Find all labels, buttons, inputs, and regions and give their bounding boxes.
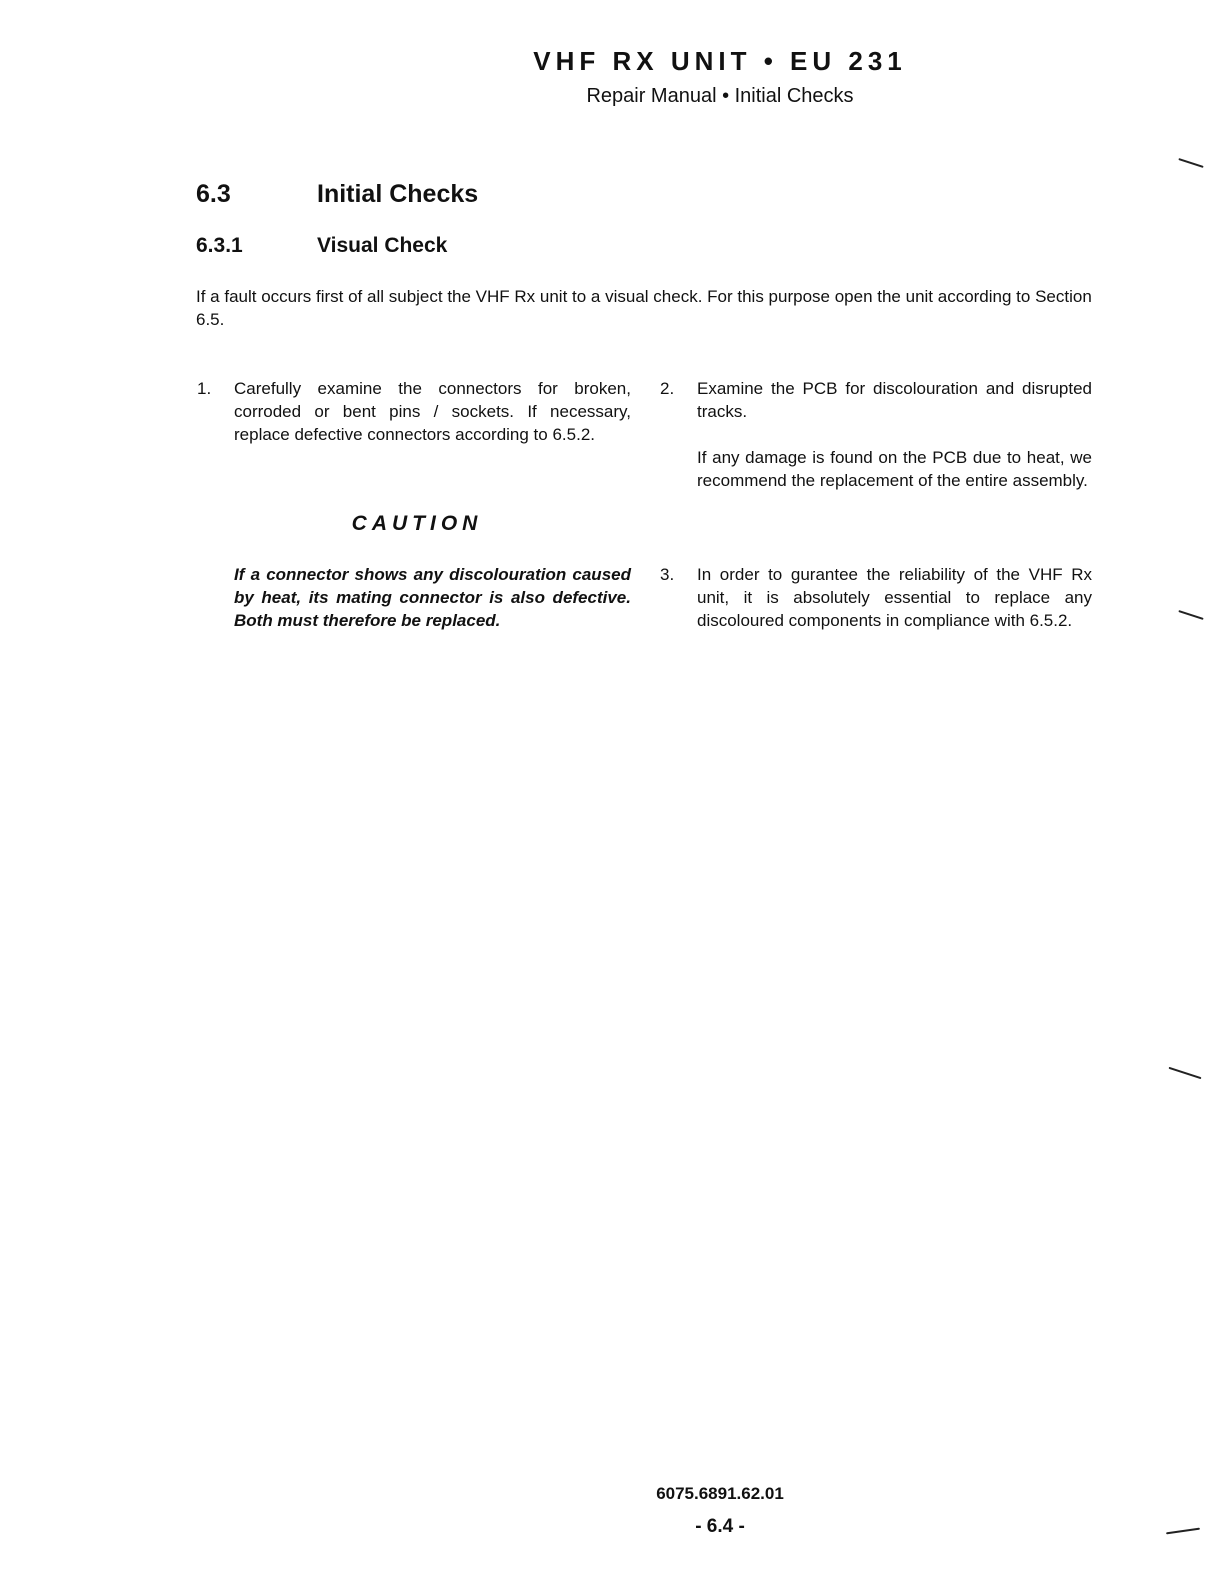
document-title: VHF RX UNIT • EU 231: [533, 46, 907, 76]
scan-edge-mark: [1169, 1067, 1202, 1079]
scan-edge-mark: [1178, 158, 1203, 168]
list-item-number: 2.: [660, 379, 675, 398]
document-number: 6075.6891.62.01: [656, 1484, 784, 1503]
document-subtitle: Repair Manual • Initial Checks: [586, 85, 854, 107]
list-item-number: 3.: [660, 565, 675, 584]
list-item-text: Examine the PCB for discolouration and disrupted tracks.: [697, 379, 1092, 421]
subsection-number: 6.3.1: [196, 234, 243, 257]
list-item-number: 1.: [197, 379, 212, 398]
intro-paragraph: If a fault occurs first of all subject the VHF Rx unit to a visual check. For this purpose open the unit according to Section 6.5.: [196, 287, 1092, 329]
section-title: Initial Checks: [317, 180, 479, 208]
list-item-text: In order to gurantee the reliability of the VHF Rx unit, it is absolutely essential to replace any discoloured components in compliance with 6.5.2.: [697, 565, 1092, 630]
caution-text: If a connector shows any discolouration caused by heat, its mating connector is also defective. Both must therefore be replaced.: [234, 565, 631, 630]
scan-edge-mark: [1178, 610, 1203, 620]
section-number: 6.3: [196, 180, 231, 208]
list-item-3: [660, 563, 1092, 632]
page-number: - 6.4 -: [695, 1516, 745, 1537]
caution-heading: CAUTION: [351, 512, 483, 535]
list-item-text: Carefully examine the connectors for broken, corroded or bent pins / sockets. If necessary, replace defective connectors according to 6.5.2.: [234, 379, 631, 444]
list-item-2: [660, 377, 1092, 492]
list-item-text: If any damage is found on the PCB due to heat, we recommend the replacement of the entire assembly.: [697, 448, 1092, 490]
list-item-1: [197, 377, 631, 446]
scan-edge-mark: [1166, 1528, 1200, 1535]
subsection-title: Visual Check: [317, 234, 448, 257]
